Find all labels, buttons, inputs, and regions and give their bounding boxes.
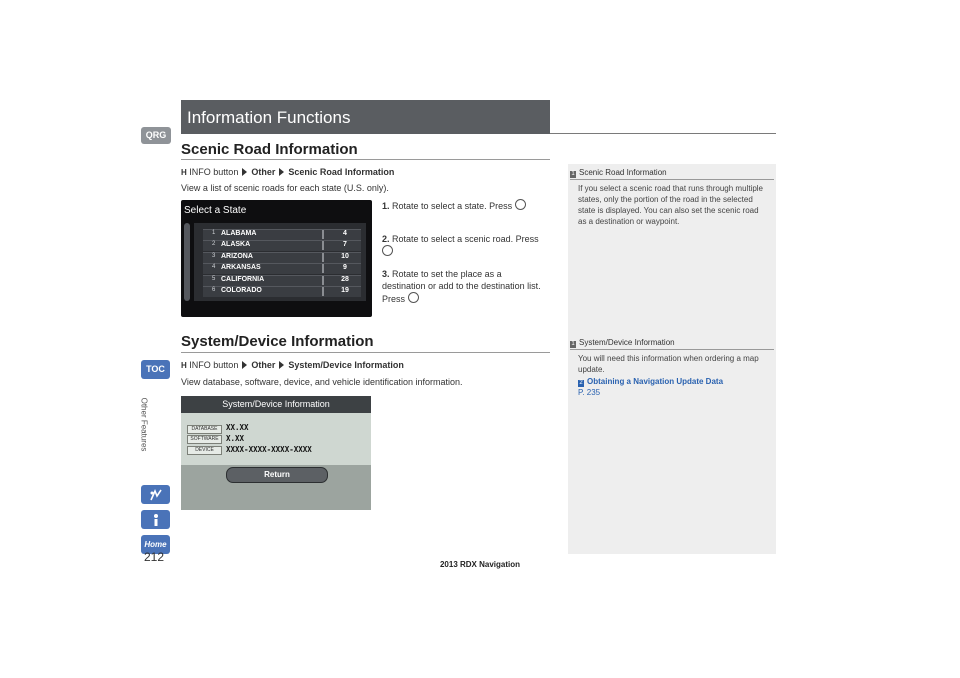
heading-rule	[181, 159, 550, 160]
arrow-icon	[279, 361, 284, 369]
step-3	[382, 268, 547, 305]
hard-key-marker: H	[181, 168, 187, 177]
link-page[interactable]: P. 235	[578, 388, 601, 397]
row-divider	[322, 264, 324, 273]
state-name: CALIFORNIA	[221, 276, 265, 283]
path-step: Other	[251, 167, 276, 177]
row-index: 2	[212, 241, 216, 247]
step-text: Rotate to select a scenic road. Press	[392, 234, 539, 244]
database-tag: DATABASE	[187, 425, 222, 434]
cross-ref-icon: 2	[579, 380, 583, 386]
step-text: Rotate to set the place as a destination or add to the destination list. Press	[382, 269, 541, 304]
menu-path-system	[181, 360, 404, 370]
row-divider	[322, 253, 324, 262]
chapter-side-label: Other Features	[139, 397, 149, 452]
system-intro: View database, software, device, and vehicle identification information.	[181, 377, 463, 387]
screen-title: System/Device Information	[222, 399, 330, 409]
toc-tab[interactable]: TOC	[141, 360, 170, 379]
road-count: 19	[341, 287, 349, 294]
software-tag: SOFTWARE	[187, 435, 222, 444]
note-rule	[570, 349, 774, 350]
arrow-icon	[242, 168, 247, 176]
voice-command-icon[interactable]	[141, 485, 170, 504]
state-name: ALABAMA	[221, 230, 257, 237]
step-number: 2.	[382, 234, 390, 244]
road-count: 10	[341, 253, 349, 260]
arrow-icon	[242, 361, 247, 369]
interface-dial-icon	[382, 245, 393, 256]
path-step: System/Device Information	[288, 360, 404, 370]
path-step: Scenic Road Information	[288, 167, 395, 177]
page-footer: 2013 RDX Navigation	[439, 560, 521, 569]
road-count: 9	[343, 264, 347, 271]
road-count: 7	[343, 241, 347, 248]
chapter-title: Information Functions	[187, 108, 351, 127]
row-index: 5	[212, 276, 216, 282]
interface-dial-icon	[408, 292, 419, 303]
row-divider	[322, 276, 324, 285]
note-number: 1	[571, 171, 575, 177]
note-rule	[570, 179, 774, 180]
path-step: Other	[251, 360, 276, 370]
road-count: 28	[341, 276, 349, 283]
heading-rule	[181, 352, 550, 353]
note-title: System/Device Information	[579, 338, 675, 347]
arrow-icon	[279, 168, 284, 176]
path-start: INFO button	[189, 167, 239, 177]
step-1	[382, 199, 547, 212]
update-data-link[interactable]	[578, 376, 768, 387]
path-start: INFO button	[189, 360, 239, 370]
note-heading-scenic	[570, 168, 667, 178]
section-heading-system: System/Device Information	[181, 333, 374, 350]
step-number: 1.	[382, 201, 390, 211]
state-name: ARIZONA	[221, 253, 253, 260]
row-divider	[322, 287, 324, 296]
state-name: ARKANSAS	[221, 264, 261, 271]
section-heading-scenic: Scenic Road Information	[181, 141, 358, 158]
step-text: Rotate to select a state. Press	[392, 201, 513, 211]
home-icon[interactable]: Home	[141, 535, 170, 554]
index-info-icon[interactable]	[141, 510, 170, 529]
row-divider	[322, 230, 324, 239]
note-heading-system	[570, 338, 675, 348]
screen-title: Select a State	[184, 205, 247, 216]
hard-key-marker: H	[181, 361, 187, 370]
page-number: 212	[144, 550, 165, 564]
qrg-tab[interactable]: QRG	[141, 127, 171, 144]
step-number: 3.	[382, 269, 390, 279]
scenic-intro: View a list of scenic roads for each state (U.S. only).	[181, 183, 389, 193]
row-index: 3	[212, 253, 216, 259]
database-value: XX.XX	[226, 423, 249, 432]
row-index: 1	[212, 230, 216, 236]
note-text-system: You will need this information when ordering a map update.	[578, 354, 759, 374]
device-tag: DEVICE	[187, 446, 222, 455]
software-value: X.XX	[226, 434, 245, 443]
banner-rule	[550, 133, 776, 134]
link-title: Obtaining a Navigation Update Data	[587, 377, 724, 386]
return-button[interactable]: Return	[226, 467, 328, 483]
note-text-scenic: If you select a scenic road that runs through multiple states, only the portion of the road in the selected state is displayed. You can also set the scenic road as a destination or waypoint.	[578, 184, 763, 226]
row-divider	[322, 241, 324, 250]
interface-dial-icon	[515, 199, 526, 210]
row-index: 6	[212, 287, 216, 293]
menu-path-scenic	[181, 167, 394, 177]
note-title: Scenic Road Information	[579, 168, 667, 177]
state-name: COLORADO	[221, 287, 262, 294]
device-value: XXXX-XXXX-XXXX-XXXX	[226, 445, 312, 454]
step-2	[382, 233, 547, 258]
road-count: 4	[343, 230, 347, 237]
scrollbar	[184, 223, 190, 301]
note-number: 1	[571, 341, 575, 347]
row-index: 4	[212, 264, 216, 270]
state-name: ALASKA	[221, 241, 251, 248]
